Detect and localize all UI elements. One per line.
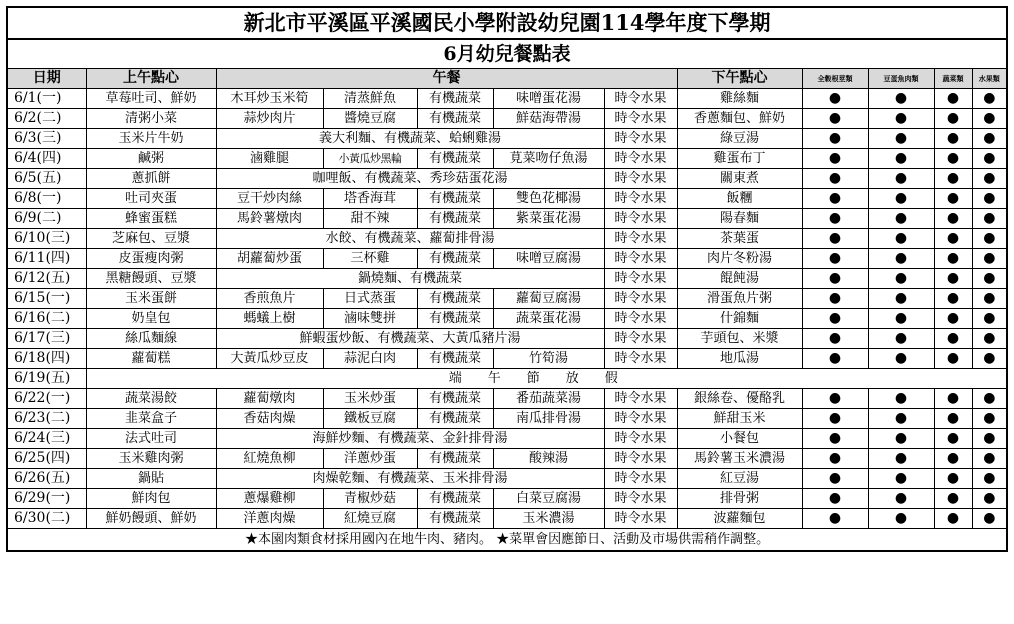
- morning-snack-cell: 芝麻包、豆漿: [86, 229, 216, 249]
- dot-vegetables: ●: [934, 409, 972, 429]
- header-lunch: 午餐: [216, 69, 677, 89]
- dot-fruit: ●: [972, 349, 1007, 369]
- fruit-cell: 時令水果: [604, 209, 677, 229]
- morning-snack-cell: 絲瓜麵線: [86, 329, 216, 349]
- header-protein: 豆蛋魚肉類: [868, 69, 934, 89]
- afternoon-snack-cell: 關東煮: [677, 169, 802, 189]
- fruit-cell: 時令水果: [604, 169, 677, 189]
- dot-fruit: ●: [972, 109, 1007, 129]
- table-row: [7, 169, 1007, 189]
- dot-protein: ●: [868, 109, 934, 129]
- header-morning-snack: 上午點心: [86, 69, 216, 89]
- dot-grains: ●: [802, 229, 868, 249]
- table-row: [7, 509, 1007, 529]
- date-cell: 6/24(三): [7, 429, 86, 449]
- dot-grains: ●: [802, 509, 868, 529]
- page-title: 新北市平溪區平溪國民小學附設幼兒園114學年度下學期: [7, 7, 1007, 39]
- afternoon-snack-cell: 芋頭包、米漿: [677, 329, 802, 349]
- lunch-soup-cell: 酸辣湯: [493, 449, 604, 469]
- lunch-vegetable-cell: 有機蔬菜: [417, 409, 493, 429]
- fruit-cell: 時令水果: [604, 249, 677, 269]
- date-cell: 6/22(一): [7, 389, 86, 409]
- lunch-vegetable-cell: 有機蔬菜: [417, 489, 493, 509]
- dot-grains: ●: [802, 449, 868, 469]
- morning-snack-cell: 蔬菜湯餃: [86, 389, 216, 409]
- lunch-soup-cell: 番茄蔬菜湯: [493, 389, 604, 409]
- table-row: [7, 189, 1007, 209]
- header-fruit: 水果類: [972, 69, 1007, 89]
- fruit-cell: 時令水果: [604, 349, 677, 369]
- dot-protein: ●: [868, 229, 934, 249]
- date-cell: 6/4(四): [7, 149, 86, 169]
- morning-snack-cell: 蘿蔔糕: [86, 349, 216, 369]
- table-row: [7, 309, 1007, 329]
- date-cell: 6/18(四): [7, 349, 86, 369]
- date-cell: 6/19(五): [7, 369, 86, 389]
- lunch-soup-cell: 南瓜排骨湯: [493, 409, 604, 429]
- date-cell: 6/2(二): [7, 109, 86, 129]
- dot-vegetables: ●: [934, 109, 972, 129]
- dot-protein: ●: [868, 389, 934, 409]
- dot-grains: ●: [802, 289, 868, 309]
- date-cell: 6/15(一): [7, 289, 86, 309]
- lunch-main-cell: 蒜炒肉片: [216, 109, 323, 129]
- dot-protein: ●: [868, 289, 934, 309]
- dot-protein: ●: [868, 509, 934, 529]
- dot-vegetables: ●: [934, 389, 972, 409]
- lunch-vegetable-cell: 有機蔬菜: [417, 149, 493, 169]
- morning-snack-cell: 鮮奶饅頭、鮮奶: [86, 509, 216, 529]
- dot-vegetables: ●: [934, 149, 972, 169]
- dot-vegetables: ●: [934, 429, 972, 449]
- dot-protein: ●: [868, 189, 934, 209]
- lunch-vegetable-cell: 有機蔬菜: [417, 289, 493, 309]
- morning-snack-cell: 法式吐司: [86, 429, 216, 449]
- morning-snack-cell: 蔥抓餅: [86, 169, 216, 189]
- page-subtitle: 6月幼兒餐點表: [7, 39, 1007, 69]
- morning-snack-cell: 奶皇包: [86, 309, 216, 329]
- date-cell: 6/9(二): [7, 209, 86, 229]
- table-row: [7, 109, 1007, 129]
- afternoon-snack-cell: 肉片冬粉湯: [677, 249, 802, 269]
- lunch-main-cell: 馬鈴薯燉肉: [216, 209, 323, 229]
- lunch-vegetable-cell: 有機蔬菜: [417, 309, 493, 329]
- lunch-merged-cell: 水餃、有機蔬菜、蘿蔔排骨湯: [216, 229, 604, 249]
- date-cell: 6/17(三): [7, 329, 86, 349]
- afternoon-snack-cell: 排骨粥: [677, 489, 802, 509]
- date-cell: 6/29(一): [7, 489, 86, 509]
- dot-protein: ●: [868, 169, 934, 189]
- dot-protein: ●: [868, 209, 934, 229]
- dot-grains: ●: [802, 429, 868, 449]
- dot-grains: ●: [802, 489, 868, 509]
- lunch-vegetable-cell: 有機蔬菜: [417, 209, 493, 229]
- lunch-main-cell: 滷雞腿: [216, 149, 323, 169]
- dot-fruit: ●: [972, 469, 1007, 489]
- morning-snack-cell: 草莓吐司、鮮奶: [86, 89, 216, 109]
- lunch-vegetable-cell: 有機蔬菜: [417, 349, 493, 369]
- dot-vegetables: ●: [934, 469, 972, 489]
- table-row: [7, 89, 1007, 109]
- dot-protein: ●: [868, 249, 934, 269]
- afternoon-snack-cell: 雞絲麵: [677, 89, 802, 109]
- lunch-soup-cell: 味噌蛋花湯: [493, 89, 604, 109]
- table-row: [7, 229, 1007, 249]
- lunch-merged-cell: 鍋燒麵、有機蔬菜: [216, 269, 604, 289]
- fruit-cell: 時令水果: [604, 109, 677, 129]
- lunch-side-cell: 鐵板豆腐: [323, 409, 417, 429]
- lunch-main-cell: 蘿蔔燉肉: [216, 389, 323, 409]
- lunch-side-cell: 三杯雞: [323, 249, 417, 269]
- dot-vegetables: ●: [934, 489, 972, 509]
- morning-snack-cell: 韭菜盒子: [86, 409, 216, 429]
- lunch-merged-cell: 肉燥乾麵、有機蔬菜、玉米排骨湯: [216, 469, 604, 489]
- dot-grains: ●: [802, 389, 868, 409]
- table-row: [7, 469, 1007, 489]
- dot-vegetables: ●: [934, 509, 972, 529]
- table-row: [7, 129, 1007, 149]
- dot-fruit: ●: [972, 229, 1007, 249]
- lunch-merged-cell: 鮮蝦蛋炒飯、有機蔬菜、大黃瓜豬片湯: [216, 329, 604, 349]
- fruit-cell: 時令水果: [604, 189, 677, 209]
- dot-vegetables: ●: [934, 169, 972, 189]
- afternoon-snack-cell: 紅豆湯: [677, 469, 802, 489]
- dot-protein: ●: [868, 149, 934, 169]
- date-cell: 6/26(五): [7, 469, 86, 489]
- fruit-cell: 時令水果: [604, 149, 677, 169]
- lunch-soup-cell: 白菜豆腐湯: [493, 489, 604, 509]
- fruit-cell: 時令水果: [604, 129, 677, 149]
- dot-protein: ●: [868, 469, 934, 489]
- dot-fruit: ●: [972, 389, 1007, 409]
- dot-protein: ●: [868, 429, 934, 449]
- fruit-cell: 時令水果: [604, 429, 677, 449]
- dot-protein: ●: [868, 349, 934, 369]
- afternoon-snack-cell: 陽春麵: [677, 209, 802, 229]
- dot-fruit: ●: [972, 209, 1007, 229]
- fruit-cell: 時令水果: [604, 89, 677, 109]
- afternoon-snack-cell: 馬鈴薯玉米濃湯: [677, 449, 802, 469]
- dot-vegetables: ●: [934, 309, 972, 329]
- menu-table: [6, 6, 1008, 552]
- date-cell: 6/12(五): [7, 269, 86, 289]
- dot-grains: ●: [802, 249, 868, 269]
- dot-grains: ●: [802, 309, 868, 329]
- dot-grains: ●: [802, 209, 868, 229]
- lunch-side-cell: 甜不辣: [323, 209, 417, 229]
- table-row: [7, 329, 1007, 349]
- date-cell: 6/10(三): [7, 229, 86, 249]
- dot-grains: ●: [802, 169, 868, 189]
- lunch-side-cell: 玉米炒蛋: [323, 389, 417, 409]
- lunch-vegetable-cell: 有機蔬菜: [417, 389, 493, 409]
- dot-fruit: ●: [972, 329, 1007, 349]
- dot-fruit: ●: [972, 409, 1007, 429]
- lunch-side-cell: 滷味雙拼: [323, 309, 417, 329]
- dot-fruit: ●: [972, 189, 1007, 209]
- holiday-cell: 端午節放假: [86, 369, 1007, 389]
- dot-vegetables: ●: [934, 249, 972, 269]
- lunch-main-cell: 紅燒魚柳: [216, 449, 323, 469]
- dot-vegetables: ●: [934, 89, 972, 109]
- date-cell: 6/16(二): [7, 309, 86, 329]
- fruit-cell: 時令水果: [604, 409, 677, 429]
- fruit-cell: 時令水果: [604, 229, 677, 249]
- morning-snack-cell: 鹹粥: [86, 149, 216, 169]
- lunch-main-cell: 大黃瓜炒豆皮: [216, 349, 323, 369]
- lunch-main-cell: 胡蘿蔔炒蛋: [216, 249, 323, 269]
- dot-grains: ●: [802, 109, 868, 129]
- morning-snack-cell: 玉米蛋餅: [86, 289, 216, 309]
- afternoon-snack-cell: 銀絲卷、優酪乳: [677, 389, 802, 409]
- dot-fruit: ●: [972, 509, 1007, 529]
- morning-snack-cell: 皮蛋瘦肉粥: [86, 249, 216, 269]
- lunch-soup-cell: 蔬菜蛋花湯: [493, 309, 604, 329]
- lunch-soup-cell: 莧菜吻仔魚湯: [493, 149, 604, 169]
- dot-grains: ●: [802, 149, 868, 169]
- lunch-merged-cell: 義大利麵、有機蔬菜、蛤蜊雞湯: [216, 129, 604, 149]
- dot-vegetables: ●: [934, 449, 972, 469]
- dot-protein: ●: [868, 409, 934, 429]
- lunch-side-cell: 醬燒豆腐: [323, 109, 417, 129]
- fruit-cell: 時令水果: [604, 489, 677, 509]
- dot-vegetables: ●: [934, 269, 972, 289]
- table-row: [7, 389, 1007, 409]
- lunch-soup-cell: 味噌豆腐湯: [493, 249, 604, 269]
- table-row: [7, 369, 1007, 389]
- afternoon-snack-cell: 茶葉蛋: [677, 229, 802, 249]
- dot-vegetables: ●: [934, 129, 972, 149]
- lunch-side-cell: 紅燒豆腐: [323, 509, 417, 529]
- afternoon-snack-cell: 鮮甜玉米: [677, 409, 802, 429]
- afternoon-snack-cell: 滑蛋魚片粥: [677, 289, 802, 309]
- fruit-cell: 時令水果: [604, 289, 677, 309]
- dot-fruit: ●: [972, 269, 1007, 289]
- lunch-side-cell: 青椒炒菇: [323, 489, 417, 509]
- fruit-cell: 時令水果: [604, 449, 677, 469]
- afternoon-snack-cell: 雞蛋布丁: [677, 149, 802, 169]
- date-cell: 6/5(五): [7, 169, 86, 189]
- afternoon-snack-cell: 飯糰: [677, 189, 802, 209]
- lunch-soup-cell: 鮮菇海帶湯: [493, 109, 604, 129]
- table-row: [7, 349, 1007, 369]
- header-grains: 全穀根莖類: [802, 69, 868, 89]
- menu-body: [7, 89, 1007, 529]
- dot-vegetables: ●: [934, 329, 972, 349]
- morning-snack-cell: 黑糖饅頭、豆漿: [86, 269, 216, 289]
- date-cell: 6/8(一): [7, 189, 86, 209]
- dot-protein: ●: [868, 309, 934, 329]
- dot-fruit: ●: [972, 309, 1007, 329]
- table-row: [7, 409, 1007, 429]
- lunch-vegetable-cell: 有機蔬菜: [417, 109, 493, 129]
- afternoon-snack-cell: 波蘿麵包: [677, 509, 802, 529]
- dot-grains: ●: [802, 189, 868, 209]
- dot-vegetables: ●: [934, 289, 972, 309]
- lunch-main-cell: 螞蟻上樹: [216, 309, 323, 329]
- afternoon-snack-cell: 小餐包: [677, 429, 802, 449]
- lunch-main-cell: 豆干炒肉絲: [216, 189, 323, 209]
- lunch-main-cell: 香菇肉燥: [216, 409, 323, 429]
- fruit-cell: 時令水果: [604, 469, 677, 489]
- lunch-soup-cell: 玉米濃湯: [493, 509, 604, 529]
- lunch-main-cell: 洋蔥肉燥: [216, 509, 323, 529]
- dot-fruit: ●: [972, 449, 1007, 469]
- dot-vegetables: ●: [934, 189, 972, 209]
- morning-snack-cell: 吐司夾蛋: [86, 189, 216, 209]
- lunch-soup-cell: 雙色花椰湯: [493, 189, 604, 209]
- dot-grains: ●: [802, 349, 868, 369]
- dot-vegetables: ●: [934, 229, 972, 249]
- dot-grains: ●: [802, 269, 868, 289]
- lunch-main-cell: 木耳炒玉米筍: [216, 89, 323, 109]
- lunch-side-cell: 塔香海茸: [323, 189, 417, 209]
- header-afternoon-snack: 下午點心: [677, 69, 802, 89]
- dot-grains: ●: [802, 89, 868, 109]
- header-date: 日期: [7, 69, 86, 89]
- menu-sheet: [6, 6, 1006, 552]
- table-row: [7, 249, 1007, 269]
- lunch-side-cell: 清蒸鮮魚: [323, 89, 417, 109]
- date-cell: 6/30(二): [7, 509, 86, 529]
- dot-fruit: ●: [972, 429, 1007, 449]
- dot-fruit: ●: [972, 129, 1007, 149]
- dot-fruit: ●: [972, 149, 1007, 169]
- date-cell: 6/11(四): [7, 249, 86, 269]
- date-cell: 6/1(一): [7, 89, 86, 109]
- lunch-vegetable-cell: 有機蔬菜: [417, 449, 493, 469]
- lunch-vegetable-cell: 有機蔬菜: [417, 249, 493, 269]
- dot-protein: ●: [868, 449, 934, 469]
- fruit-cell: 時令水果: [604, 269, 677, 289]
- table-row: [7, 269, 1007, 289]
- lunch-soup-cell: 紫菜蛋花湯: [493, 209, 604, 229]
- dot-fruit: ●: [972, 169, 1007, 189]
- afternoon-snack-cell: 什錦麵: [677, 309, 802, 329]
- lunch-main-cell: 蔥爆雞柳: [216, 489, 323, 509]
- header-vegetables: 蔬菜類: [934, 69, 972, 89]
- fruit-cell: 時令水果: [604, 509, 677, 529]
- fruit-cell: 時令水果: [604, 309, 677, 329]
- date-cell: 6/23(二): [7, 409, 86, 429]
- lunch-merged-cell: 咖哩飯、有機蔬菜、秀珍菇蛋花湯: [216, 169, 604, 189]
- morning-snack-cell: 蜂蜜蛋糕: [86, 209, 216, 229]
- fruit-cell: 時令水果: [604, 389, 677, 409]
- dot-fruit: ●: [972, 249, 1007, 269]
- morning-snack-cell: 清粥小菜: [86, 109, 216, 129]
- afternoon-snack-cell: 綠豆湯: [677, 129, 802, 149]
- dot-grains: ●: [802, 409, 868, 429]
- table-row: [7, 209, 1007, 229]
- lunch-soup-cell: 竹筍湯: [493, 349, 604, 369]
- table-row: [7, 149, 1007, 169]
- table-row: [7, 429, 1007, 449]
- dot-fruit: ●: [972, 289, 1007, 309]
- afternoon-snack-cell: 餛飩湯: [677, 269, 802, 289]
- dot-protein: ●: [868, 129, 934, 149]
- lunch-side-cell: 小黃瓜炒黑輪: [323, 149, 417, 169]
- morning-snack-cell: 鍋貼: [86, 469, 216, 489]
- table-row: [7, 449, 1007, 469]
- afternoon-snack-cell: 香蔥麵包、鮮奶: [677, 109, 802, 129]
- dot-protein: ●: [868, 89, 934, 109]
- lunch-side-cell: 洋蔥炒蛋: [323, 449, 417, 469]
- fruit-cell: 時令水果: [604, 329, 677, 349]
- table-row: [7, 489, 1007, 509]
- dot-fruit: ●: [972, 489, 1007, 509]
- date-cell: 6/3(三): [7, 129, 86, 149]
- footer-note: ★本園肉類食材採用國內在地牛肉、豬肉。 ★菜單會因應節日、活動及市場供需稍作調整。: [7, 529, 1007, 552]
- table-row: [7, 289, 1007, 309]
- dot-fruit: ●: [972, 89, 1007, 109]
- dot-protein: ●: [868, 489, 934, 509]
- morning-snack-cell: 玉米雞肉粥: [86, 449, 216, 469]
- dot-vegetables: ●: [934, 209, 972, 229]
- lunch-side-cell: 蒜泥白肉: [323, 349, 417, 369]
- dot-protein: ●: [868, 269, 934, 289]
- lunch-soup-cell: 蘿蔔豆腐湯: [493, 289, 604, 309]
- dot-vegetables: ●: [934, 349, 972, 369]
- dot-grains: ●: [802, 329, 868, 349]
- lunch-merged-cell: 海鮮炒麵、有機蔬菜、金針排骨湯: [216, 429, 604, 449]
- lunch-vegetable-cell: 有機蔬菜: [417, 509, 493, 529]
- lunch-main-cell: 香煎魚片: [216, 289, 323, 309]
- lunch-vegetable-cell: 有機蔬菜: [417, 89, 493, 109]
- morning-snack-cell: 玉米片牛奶: [86, 129, 216, 149]
- lunch-vegetable-cell: 有機蔬菜: [417, 189, 493, 209]
- afternoon-snack-cell: 地瓜湯: [677, 349, 802, 369]
- date-cell: 6/25(四): [7, 449, 86, 469]
- morning-snack-cell: 鮮肉包: [86, 489, 216, 509]
- dot-grains: ●: [802, 469, 868, 489]
- dot-protein: ●: [868, 329, 934, 349]
- dot-grains: ●: [802, 129, 868, 149]
- lunch-side-cell: 日式蒸蛋: [323, 289, 417, 309]
